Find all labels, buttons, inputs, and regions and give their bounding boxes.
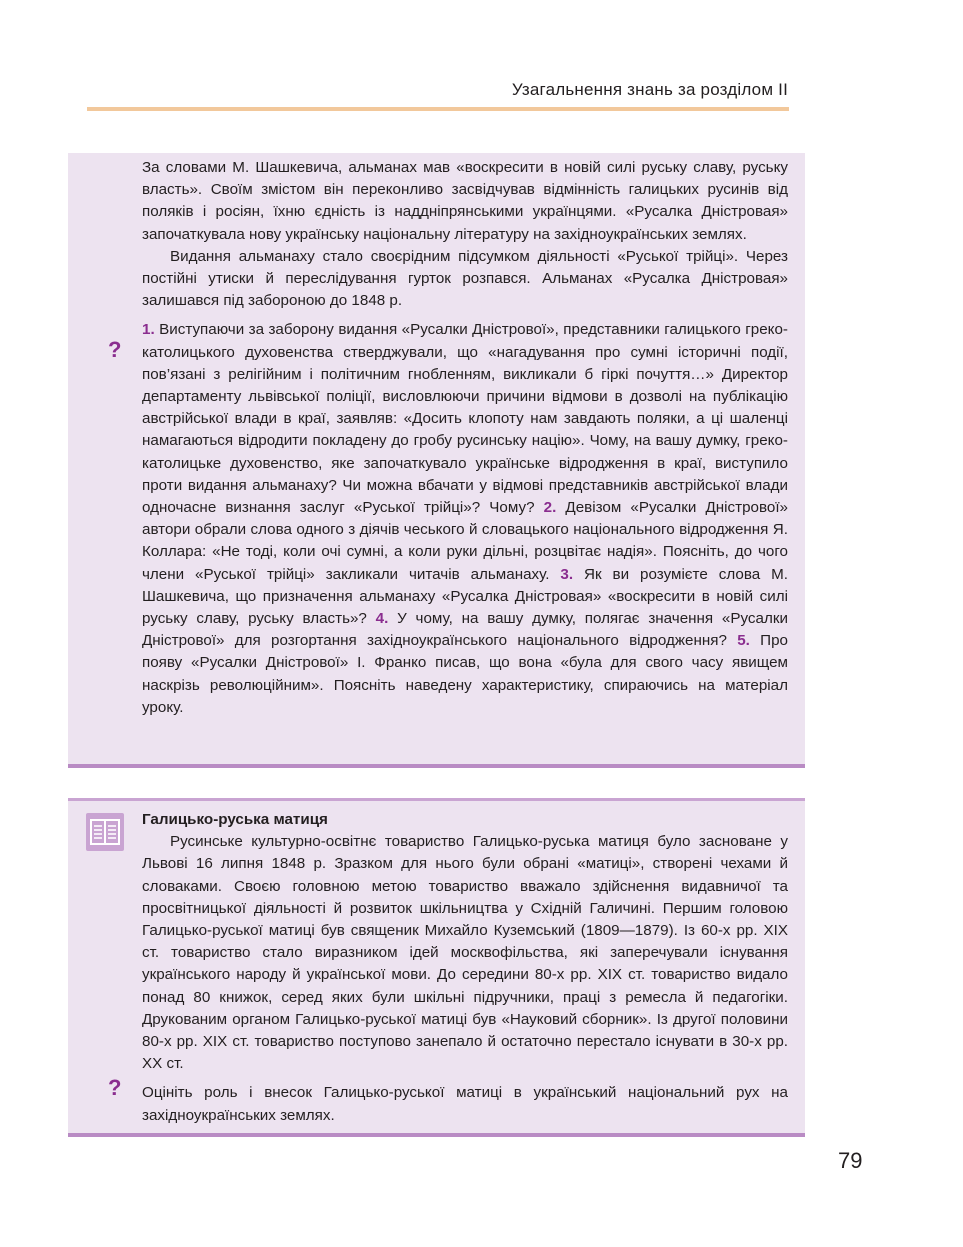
summary-text — [142, 157, 788, 719]
header-title: Узагальнення знань за розділом ІІ — [511, 80, 788, 99]
question-text: Як ви розумієте слова М. Шашкевича, що призначення альманаху «Русалка Дністровая» «воскресити в новій силі руську славу, руську власть»? — [142, 565, 788, 628]
paragraph: Видання альманаху стало своєрідним підсумком діяльності «Руської трійці». Через постійні утиски й переслідування гурток розпався. Альманах «Русалка Дністровая» залишався під забороною до 1848 р. — [142, 247, 788, 310]
question-text: У чому, на вашу думку, полягає значення «Русалки Дністрової» для розгортання західноукраїнського національного відродження? — [142, 610, 788, 650]
book-icon — [86, 813, 124, 851]
questions-block — [142, 319, 788, 719]
paragraph: За словами М. Шашкевича, альманах мав «воскресити в новій силі руську славу, руську власть». Своїм змістом він переконливо засвідчував відмінність галицьких русинів від поляків і росіян, їхню єдність із наддніпрянськими українцями. «Русалка Дністровая» започаткувала нову українську національну літературу на західноукраїнських землях. — [142, 159, 788, 243]
paragraph: Русинське культурно-освітнє товариство Галицько-руська матиця було засноване у Львові 16 липня 1848 р. Зразком для нього були обрані «матиці», створені чехами й словаками. Своєю головною метою товариство вважало здійснення видавничої та просвітницької діяльності й розвиток шкільництва у Східній Галичині. Першим головою Галицько-руської матиці був священик Михайло Куземський (1809—1879). Із 60-х рр. ХІХ ст. товариство стало виразником ідей москвофільства, які заперечували існування українського народу й української мови. До середини 80-х рр. ХІХ ст. товариство видало понад 80 книжок, серед яких були шкільні підручники, праці з ремесла й педагогіки. Друкованим органом Галицько-руської матиці був «Науковий сборник». Із другої половини 80-х рр. ХІХ ст. товариство поступово занепало й остаточно перестало існувати в 30-х рр. ХХ ст. — [142, 833, 788, 1073]
question-number: 3. — [560, 565, 574, 583]
question-text: Виступаючи за заборону видання «Русалки Дністрової», представники галицького греко-католицького духовенства стверджували, що «нагадування про сумні історичні події, пов’язані з релігійним і політичним гнобленням, викликали б гіркі почуття…» Директор департаменту львівської поліції, висловлюючи причини відмови в дозволі на публікацію австрійської влади в краї, заявляв: «Досить клопоту нам завдають поляки, а ці шаленці намагаються відродити покладену до гробу русинську націю». Чому, на вашу думку, греко-католицьке духовенство, яке започаткувало українське відродження в краї, виступило проти видання альманаху? Чи можна вбачати у відмові представників австрійської влади одночасне визнання заслуг «Руської трійці»? Чому? — [142, 321, 788, 517]
question-text: Оцініть роль і внесок Галицько-руської матиці в український національний рух на західноукраїнських землях. — [142, 1084, 788, 1124]
question-text: Про появу «Русалки Дністрової» І. Франко писав, що вона «була для свого часу явищем наскрізь революційним». Поясніть наведену характеристику, спираючись на матеріал уроку. — [142, 632, 788, 716]
sidebar-box-matytsia — [68, 798, 805, 1137]
question-number: 1. — [142, 321, 155, 339]
question-number: 5. — [737, 632, 750, 650]
sidebar-heading: Галицько-руська матиця — [142, 811, 328, 828]
header-rule — [87, 107, 789, 111]
question-icon: ? — [108, 1075, 122, 1100]
sidebar-text — [142, 809, 788, 1127]
question-number: 2. — [543, 499, 557, 517]
page-number: 79 — [838, 1148, 863, 1173]
question-icon: ? — [108, 337, 122, 362]
question-number: 4. — [375, 610, 389, 628]
summary-box — [68, 153, 805, 768]
question-text: Девізом «Русалки Дністрової» автори обрали слова одного з діячів чеського й словацького національного відродження Я. Коллара: «Не тоді, коли очі сумні, а коли руки дільні, розцвітає надія». Поясніть, до чого члени «Руської трійці» закликали читачів альманаху. — [142, 499, 788, 583]
